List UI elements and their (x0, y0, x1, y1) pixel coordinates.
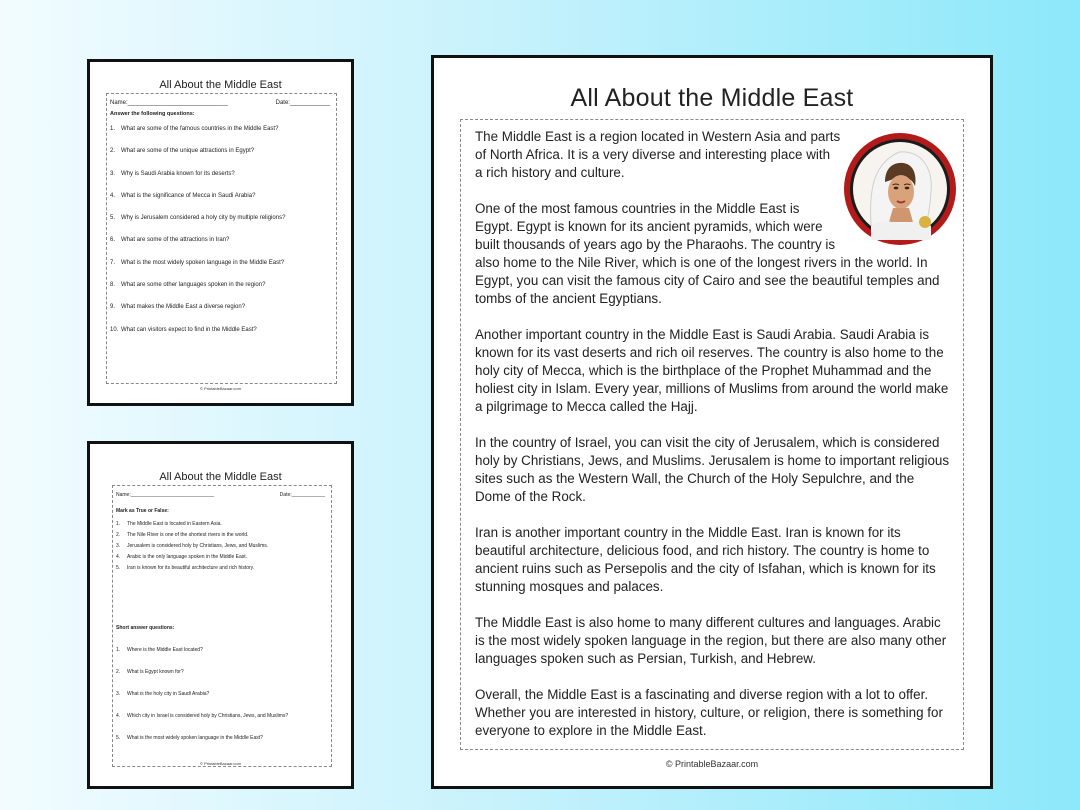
credit-text: © PrintableBazaar.com (665, 759, 759, 769)
short-answer-item-text: Which city in Israel is considered holy by Christians, Jews, and Muslims? (127, 713, 289, 719)
short-answer-item-4 (116, 713, 328, 719)
short-answer-item-number: 1. (116, 647, 121, 653)
question-item-8 (110, 282, 330, 288)
passage-body (475, 128, 953, 740)
question-item-number: 5. (110, 215, 116, 222)
woman-in-headscarf-portrait-icon (841, 130, 959, 248)
question-item-4 (110, 193, 330, 199)
worksheet-questions-page (87, 59, 354, 406)
reading-passage-page (431, 55, 993, 789)
short-answer-item-text: What is the most widely spoken language in the Middle East? (127, 735, 263, 741)
name-date-row (116, 492, 325, 498)
short-answer-item-text: What is the holy city in Saudi Arabia? (127, 691, 210, 697)
date-line: Date:____________ (275, 100, 330, 106)
question-item-3 (110, 171, 330, 177)
short-answer-item-text: Where is the Middle East located? (127, 647, 203, 653)
question-list (110, 126, 330, 349)
short-answer-item-number: 2. (116, 669, 121, 675)
question-item-text: What is the most widely spoken language in the Middle East? (121, 259, 285, 266)
name-line: Name:______________________________ (116, 492, 215, 498)
question-item-number: 9. (110, 304, 116, 311)
true-false-item-number: 1. (116, 521, 121, 527)
true-false-item-text: The Nile River is one of the shortest rivers in the world. (127, 532, 249, 538)
short-answer-item-number: 3. (116, 691, 121, 697)
credit-text: © PrintableBazaar.com (200, 761, 241, 766)
worksheet-true-false-page (87, 441, 354, 789)
true-false-item-4 (116, 554, 328, 560)
short-answer-heading: Short answer questions: (116, 625, 175, 631)
passage-paragraph-3: Another important country in the Middle East is Saudi Arabia. Saudi Arabia is known for its vast deserts and rich oil reserves. The country is also home to the holy city of Mecca, which is the birthplace of the Prophet Muhammad and the holiest city in Islam. Every year, millions of Muslims from around the world make a pilgrimage to Mecca called the Hajj. (475, 327, 949, 414)
short-answer-item-number: 5. (116, 735, 121, 741)
true-false-item-number: 2. (116, 532, 121, 538)
date-line: Date:____________ (279, 492, 325, 498)
true-false-item-text: The Middle East is located in Eastern Asia. (127, 521, 222, 527)
short-answer-item-text: What is Egypt known for? (127, 669, 184, 675)
worksheet-title: All About the Middle East (159, 471, 282, 483)
short-answer-item-3 (116, 691, 328, 697)
question-item-7 (110, 260, 330, 266)
short-answer-item-number: 4. (116, 713, 121, 719)
question-item-text: What are some other languages spoken in the region? (121, 282, 266, 289)
worksheet-frame (112, 485, 332, 767)
question-item-text: What is the significance of Mecca in Saudi Arabia? (121, 192, 256, 199)
passage-paragraph-2: One of the most famous countries in the Middle East is Egypt. Egypt is known for its ancient pyramids, which were built thousands of years ago by the Pharaohs. The country is also home to the Nile River, which is one of the longest rivers in the world. In Egypt, you can visit the famous city of Cairo and see the beautiful temples and tombs of the ancient Egyptians. (475, 201, 940, 306)
question-item-6 (110, 237, 330, 243)
question-item-text: What are some of the unique attractions in Egypt? (121, 148, 255, 155)
passage-frame (460, 119, 964, 750)
true-false-item-number: 4. (116, 554, 121, 560)
question-item-5 (110, 215, 330, 221)
question-item-text: What are some of the famous countries in the Middle East? (121, 126, 279, 132)
instructions-heading: Answer the following questions: (110, 111, 195, 117)
true-false-item-2 (116, 532, 328, 538)
question-item-10 (110, 327, 330, 333)
question-item-text: What can visitors expect to find in the Middle East? (121, 326, 257, 333)
question-item-text: Why is Jerusalem considered a holy city by multiple religions? (121, 215, 286, 222)
true-false-item-text: Arabic is the only language spoken in the Middle East. (127, 554, 248, 560)
passage-paragraph-6: The Middle East is also home to many different cultures and languages. Arabic is the most widely spoken language in the region, but there are also many other languages spoken such as Persian, Turkish, and Hebrew. (475, 615, 947, 666)
question-item-2 (110, 148, 330, 154)
name-date-row (110, 100, 330, 106)
question-item-number: 3. (110, 170, 116, 177)
true-false-item-text: Jerusalem is considered holy by Christians, Jews, and Muslims. (127, 543, 269, 549)
passage-title: All About the Middle East (570, 84, 854, 112)
true-false-item-number: 3. (116, 543, 121, 549)
true-false-item-3 (116, 543, 328, 549)
short-answer-item-2 (116, 669, 328, 675)
question-item-number: 2. (110, 148, 116, 155)
question-item-9 (110, 304, 330, 310)
short-answer-item-5 (116, 735, 328, 741)
question-item-text: Why is Saudi Arabia known for its deserts? (121, 170, 235, 177)
true-false-heading: Mark as True or False: (116, 508, 169, 514)
question-item-number: 8. (110, 282, 116, 289)
passage-paragraph-5: Iran is another important country in the Middle East. Iran is known for its beautiful architecture, delicious food, and rich history. The country is home to ancient ruins such as Persepolis and the city of Isfahan, which is known for its stunning mosques and palaces. (475, 525, 936, 594)
question-item-number: 6. (110, 237, 116, 244)
question-item-text: What makes the Middle East a diverse region? (121, 304, 246, 311)
question-item-number: 10. (110, 326, 119, 333)
true-false-item-number: 5. (116, 565, 121, 571)
question-item-number: 7. (110, 259, 116, 266)
passage-paragraph-4: In the country of Israel, you can visit the city of Jerusalem, which is considered holy by Christians, Jews, and Muslims. Jerusalem is home to important religious sites such as the Western Wall, the Church of the Holy Sepulchre, and the Dome of the Rock. (475, 435, 950, 504)
question-item-number: 1. (110, 126, 116, 132)
credit-text: © PrintableBazaar.com (200, 386, 241, 391)
question-item-number: 4. (110, 192, 116, 199)
true-false-item-1 (116, 521, 328, 527)
true-false-item-5 (116, 565, 328, 571)
question-item-1 (110, 126, 330, 132)
short-answer-list (116, 647, 328, 757)
worksheet-frame (106, 93, 337, 384)
true-false-item-text: Iran is known for its beautiful architecture and rich history. (127, 565, 255, 571)
question-item-text: What are some of the attractions in Iran? (121, 237, 230, 244)
passage-paragraph-1: The Middle East is a region located in Western Asia and parts of North Africa. It is a very diverse and interesting place with a rich history and culture. (475, 129, 841, 180)
short-answer-item-1 (116, 647, 328, 653)
true-false-list (116, 521, 328, 576)
worksheet-title: All About the Middle East (159, 79, 282, 91)
name-line: Name:______________________________ (110, 100, 228, 106)
passage-paragraph-7: Overall, the Middle East is a fascinating and diverse region with a lot to offer. Whether you are interested in history, culture, or religion, there is something for everyone to explore in the Middle East. (475, 687, 943, 738)
